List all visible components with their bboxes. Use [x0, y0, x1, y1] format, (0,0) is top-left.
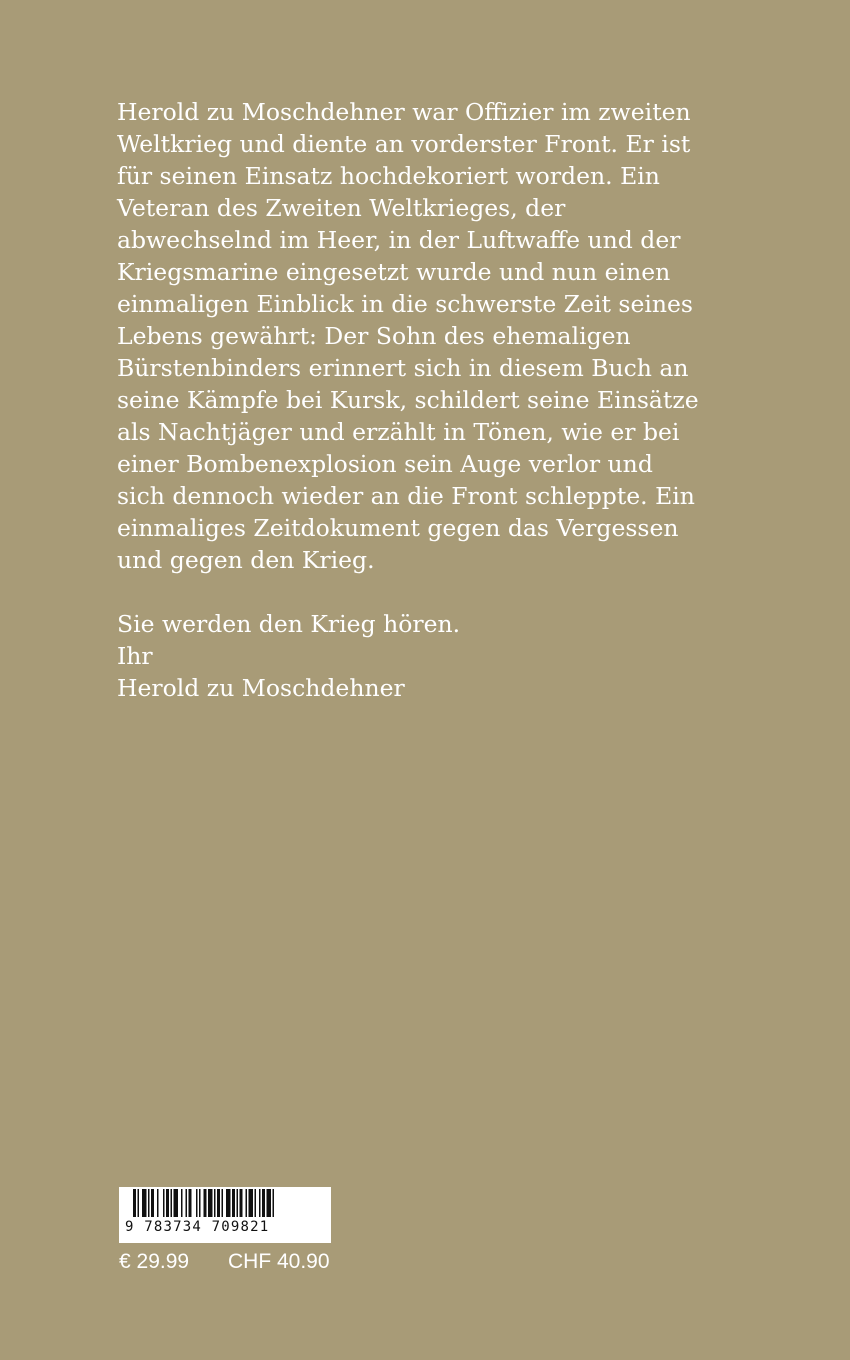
isbn-digits: 9 783734 709821: [125, 1219, 270, 1235]
blurb-line: Weltkrieg und diente an vorderster Front. Er ist: [117, 130, 691, 158]
blurb-line: einer Bombenexplosion sein Auge verlor und: [117, 450, 653, 478]
blurb-line: Herold zu Moschdehner war Offizier im zweiten: [117, 98, 691, 126]
blurb-line: einmaliges Zeitdokument gegen das Vergessen: [117, 514, 679, 542]
blurb-line: Kriegsmarine eingesetzt wurde und nun einen: [117, 258, 671, 286]
blurb-line: Bürstenbinders erinnert sich in diesem Buch an: [117, 354, 689, 382]
blurb-line: für seinen Einsatz hochdekoriert worden. Ein: [117, 162, 660, 190]
blurb-line: abwechselnd im Heer, in der Luftwaffe und der: [117, 226, 681, 254]
signoff-line: Sie werden den Krieg hören.: [117, 610, 461, 638]
blurb-text: [117, 96, 717, 576]
blurb-line: und gegen den Krieg.: [117, 546, 375, 574]
signoff-text: [117, 608, 717, 704]
signoff-line: Ihr: [117, 642, 153, 670]
blurb-line: Lebens gewährt: Der Sohn des ehemaligen: [117, 322, 631, 350]
blurb-line: einmaligen Einblick in die schwerste Zeit seines: [117, 290, 693, 318]
blurb-line: Veteran des Zweiten Weltkrieges, der: [117, 194, 566, 222]
barcode-bars-icon: [119, 1187, 331, 1219]
blurb-line: als Nachtjäger und erzählt in Tönen, wie er bei: [117, 418, 680, 446]
price-chf: CHF 40.90: [228, 1250, 330, 1273]
signoff-author: Herold zu Moschdehner: [117, 674, 405, 702]
price-eur: € 29.99: [119, 1250, 190, 1273]
blurb-line: seine Kämpfe bei Kursk, schildert seine Einsätze: [117, 386, 699, 414]
isbn-barcode: [119, 1187, 331, 1243]
price-line: [119, 1248, 359, 1276]
blurb-line: sich dennoch wieder an die Front schleppte. Ein: [117, 482, 695, 510]
